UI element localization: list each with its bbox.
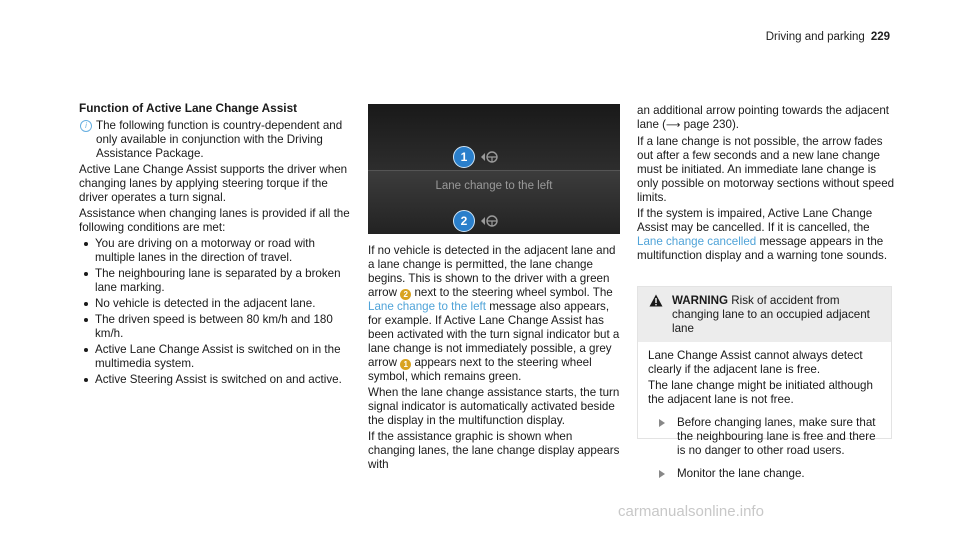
list-item: You are driving on a motorway or road with multiple lanes in the direction of travel. (79, 237, 351, 265)
arrow-paragraph (637, 104, 895, 133)
info-note (79, 119, 351, 161)
step-arrow-icon (659, 419, 665, 427)
info-note-text: The following function is country-dependent and only available in conjunction with the Driving Assistance Package. (96, 119, 343, 160)
page-header (766, 30, 890, 44)
warning-triangle-icon (649, 294, 663, 307)
middle-column (368, 244, 620, 474)
page-reference[interactable]: page 230). (683, 118, 740, 131)
text-run: next to the steering wheel symbol. The (414, 286, 613, 299)
list-item: The neighbouring lane is separated by a broken lane marking. (79, 267, 351, 295)
message-link[interactable]: Lane change to the left (368, 300, 486, 313)
figure-marker-2: 2 (453, 210, 475, 232)
conditions-list (79, 237, 351, 387)
figure-marker-1: 1 (453, 146, 475, 168)
page-number: 229 (870, 31, 890, 43)
left-column (79, 101, 351, 389)
right-column (637, 104, 895, 265)
steering-wheel-icon (480, 150, 498, 164)
step-arrow-icon (659, 470, 665, 478)
warning-heading: Risk of accident from changing lane to an occupied adjacent lane (672, 294, 870, 335)
text-run: message appears in the multifunction display and a warning tone sounds. (637, 235, 888, 262)
assistance-paragraph: When the lane change assistance starts, the turn signal indicator is automatically activated beside the display in the multifunction display. (368, 386, 620, 427)
figure-caption: Lane change to the left (435, 180, 553, 192)
section-heading: Function of Active Lane Change Assist (79, 101, 298, 115)
warning-header (638, 287, 891, 342)
text-run: If no vehicle is detected in the adjacent lane and a lane change is permitted, the lane change begins. This is shown to the driver with a green arrow (368, 244, 616, 299)
display-figure (368, 104, 620, 234)
page-ref-arrow-icon: ⟶ (666, 120, 681, 131)
text-run: an additional arrow pointing towards the adjacent lane ( (637, 104, 890, 131)
text-run: If the system is impaired, Active Lane Change Assist may be cancelled. If it is cancelled, the (637, 207, 873, 234)
list-item: The driven speed is between 80 km/h and 180 km/h. (79, 313, 351, 341)
graphic-paragraph: If the assistance graphic is shown when changing lanes, the lane change display appears with (368, 430, 620, 471)
cancelled-link[interactable]: Lane change cancelled (637, 235, 757, 248)
watermark: carmanualsonline.info (618, 503, 764, 520)
badge-2: 2 (400, 289, 411, 300)
text-run: message also appears, for example. If Active Lane Change Assist has been activated with the turn signal indicator but a lane change is not immediately possible, a grey arrow (368, 300, 620, 369)
warning-step (648, 416, 881, 458)
warning-box (637, 286, 892, 480)
info-icon: i (80, 120, 92, 132)
list-item: No vehicle is detected in the adjacent lane. (79, 297, 351, 311)
warning-text: Lane Change Assist cannot always detect clearly if the adjacent lane is free. (648, 349, 863, 376)
warning-step (648, 467, 881, 481)
warning-label: WARNING (672, 294, 729, 307)
steering-wheel-icon (480, 214, 498, 228)
text-run: appears next to the steering wheel symbol, which remains green. (368, 356, 592, 383)
fade-paragraph: If a lane change is not possible, the arrow fades out after a few seconds and a new lane change must be initiated. An immediate lane change is only possible on motorway sections without speed limits. (637, 135, 895, 204)
list-item: Active Steering Assist is switched on and active. (79, 373, 351, 387)
intro-paragraph: Active Lane Change Assist supports the driver when changing lanes by applying steering torque if the driver operates a turn signal. (79, 163, 348, 204)
description-paragraph (368, 244, 620, 384)
warning-text: The lane change might be initiated although the adjacent lane is not free. (648, 379, 873, 406)
impaired-paragraph (637, 207, 895, 263)
badge-1: 1 (400, 359, 411, 370)
list-item: Active Lane Change Assist is switched on in the multimedia system. (79, 343, 351, 371)
section-title: Driving and parking (765, 31, 865, 43)
step-text: Monitor the lane change. (677, 467, 805, 480)
conditions-intro: Assistance when changing lanes is provided if all the following conditions are met: (79, 207, 350, 234)
step-text: Before changing lanes, make sure that the neighbouring lane is free and there is no danger to other road users. (677, 416, 876, 457)
warning-body (638, 342, 891, 481)
